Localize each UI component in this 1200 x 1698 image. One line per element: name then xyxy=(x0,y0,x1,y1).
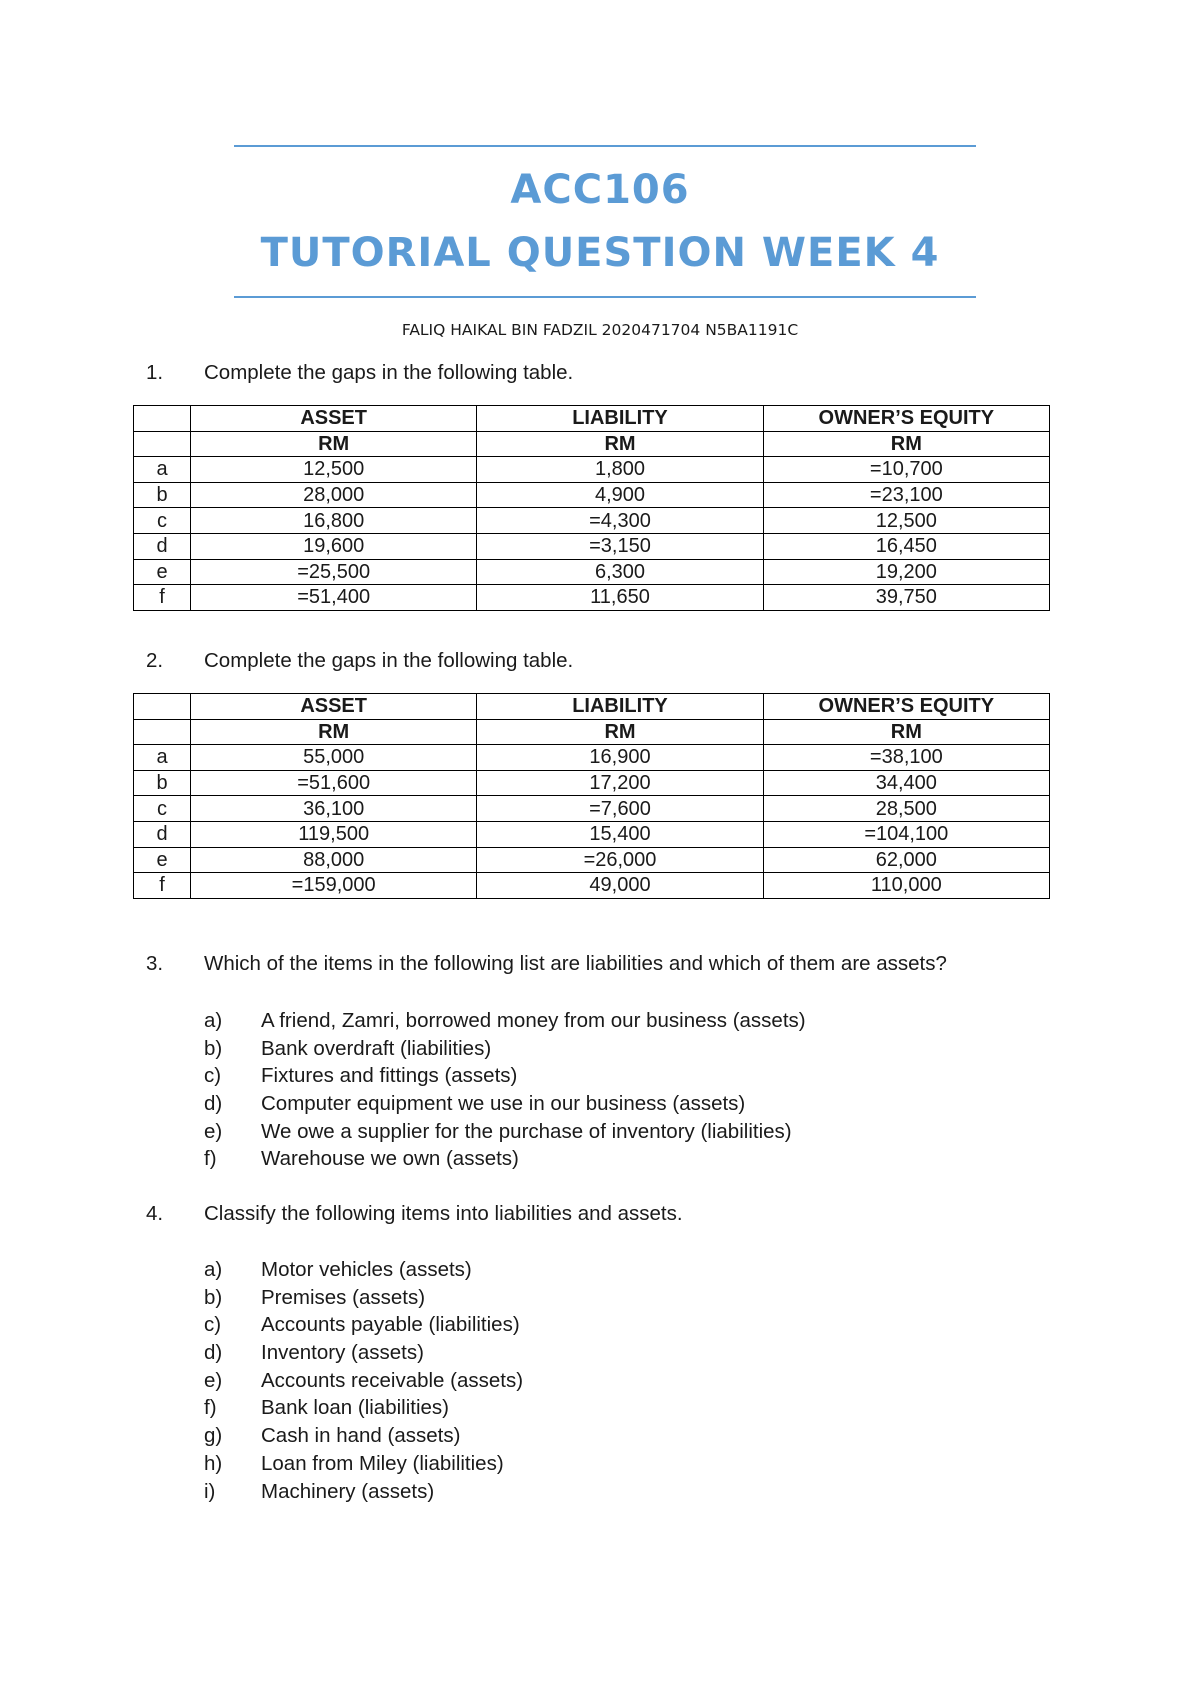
cell-asset: 119,500 xyxy=(191,821,477,847)
cell-asset: =25,500 xyxy=(191,559,477,585)
table-row xyxy=(134,873,1050,899)
cell-equity: 39,750 xyxy=(763,585,1049,611)
cell-equity: 110,000 xyxy=(763,873,1049,899)
table-row xyxy=(134,585,1050,611)
header-liability: LIABILITY xyxy=(477,694,763,720)
cell-asset: 16,800 xyxy=(191,508,477,534)
item-text: Machinery (assets) xyxy=(261,1479,435,1503)
question-number: 2. xyxy=(146,649,164,672)
header-asset: ASSET xyxy=(191,694,477,720)
table-row xyxy=(134,745,1050,771)
table-row xyxy=(134,821,1050,847)
cell-asset: 36,100 xyxy=(191,796,477,822)
unit-cell: RM xyxy=(191,431,477,457)
item-text: We owe a supplier for the purchase of inventory (liabilities) xyxy=(261,1119,792,1143)
item-label: f) xyxy=(204,1396,217,1420)
question-text: Classify the following items into liabilities and assets. xyxy=(204,1202,683,1225)
table-header-row xyxy=(134,694,1050,720)
question-number: 3. xyxy=(146,952,164,975)
item-label: e) xyxy=(204,1368,223,1392)
table-q1 xyxy=(133,405,1050,611)
row-label: c xyxy=(134,508,191,534)
table-row xyxy=(134,482,1050,508)
question-text: Complete the gaps in the following table. xyxy=(204,649,574,672)
item-label: e) xyxy=(204,1119,223,1143)
cell-equity: 62,000 xyxy=(763,847,1049,873)
cell-liability: 15,400 xyxy=(477,821,763,847)
table-row xyxy=(134,796,1050,822)
row-label: b xyxy=(134,482,191,508)
cell-equity: 34,400 xyxy=(763,770,1049,796)
row-label: f xyxy=(134,873,191,899)
top-rule xyxy=(234,145,976,147)
cell-equity: =10,700 xyxy=(763,457,1049,483)
item-label: a) xyxy=(204,1009,223,1032)
cell-equity: =38,100 xyxy=(763,745,1049,771)
cell-asset: =159,000 xyxy=(191,873,477,899)
row-label: d xyxy=(134,821,191,847)
cell-equity: =104,100 xyxy=(763,821,1049,847)
item-label: d) xyxy=(204,1092,223,1116)
item-label: d) xyxy=(204,1341,223,1365)
unit-cell: RM xyxy=(191,719,477,745)
cell-equity: 12,500 xyxy=(763,508,1049,534)
item-text: Warehouse we own (assets) xyxy=(261,1147,519,1171)
item-text: Computer equipment we use in our business (assets) xyxy=(261,1092,746,1116)
row-label: b xyxy=(134,770,191,796)
page-title: TUTORIAL QUESTION WEEK 4 xyxy=(260,230,940,276)
table-row xyxy=(134,770,1050,796)
item-text: Premises (assets) xyxy=(261,1285,426,1309)
row-label: f xyxy=(134,585,191,611)
item-text: Loan from Miley (liabilities) xyxy=(261,1451,504,1475)
unit-cell: RM xyxy=(763,431,1049,457)
item-text: Inventory (assets) xyxy=(261,1341,424,1365)
cell-liability: 17,200 xyxy=(477,770,763,796)
item-label: f) xyxy=(204,1147,217,1171)
table-unit-row xyxy=(134,719,1050,745)
table-unit-row xyxy=(134,431,1050,457)
corner-cell xyxy=(134,719,191,745)
item-label: h) xyxy=(204,1451,223,1475)
item-text: Motor vehicles (assets) xyxy=(261,1258,472,1281)
item-text: Cash in hand (assets) xyxy=(261,1424,461,1448)
question-number: 4. xyxy=(146,1202,164,1225)
author-line: FALIQ HAIKAL BIN FADZIL 2020471704 N5BA1191C xyxy=(401,321,799,339)
question-number: 1. xyxy=(146,361,164,384)
header-liability: LIABILITY xyxy=(477,406,763,432)
item-label: i) xyxy=(204,1479,216,1503)
row-label: c xyxy=(134,796,191,822)
cell-asset: =51,400 xyxy=(191,585,477,611)
unit-cell: RM xyxy=(477,719,763,745)
cell-liability: 11,650 xyxy=(477,585,763,611)
item-label: g) xyxy=(204,1424,223,1448)
unit-cell: RM xyxy=(763,719,1049,745)
table-q2 xyxy=(133,693,1050,899)
row-label: a xyxy=(134,745,191,771)
cell-liability: =3,150 xyxy=(477,533,763,559)
cell-equity: 16,450 xyxy=(763,533,1049,559)
cell-equity: 19,200 xyxy=(763,559,1049,585)
cell-liability: =7,600 xyxy=(477,796,763,822)
item-label: b) xyxy=(204,1285,223,1309)
cell-liability: 49,000 xyxy=(477,873,763,899)
item-text: Fixtures and fittings (assets) xyxy=(261,1064,518,1088)
header-asset: ASSET xyxy=(191,406,477,432)
question-text: Which of the items in the following list are liabilities and which of them are assets? xyxy=(204,952,947,975)
bottom-rule xyxy=(234,296,976,298)
unit-cell: RM xyxy=(477,431,763,457)
cell-asset: 19,600 xyxy=(191,533,477,559)
cell-asset: 28,000 xyxy=(191,482,477,508)
cell-asset: =51,600 xyxy=(191,770,477,796)
question-text: Complete the gaps in the following table. xyxy=(204,361,574,384)
course-code: ACC106 xyxy=(510,167,690,213)
row-label: d xyxy=(134,533,191,559)
table-row xyxy=(134,533,1050,559)
item-text: Bank overdraft (liabilities) xyxy=(261,1036,492,1060)
row-label: a xyxy=(134,457,191,483)
table-row xyxy=(134,508,1050,534)
item-label: a) xyxy=(204,1258,223,1281)
header-equity: OWNER’S EQUITY xyxy=(763,406,1049,432)
corner-cell xyxy=(134,406,191,432)
cell-liability: 16,900 xyxy=(477,745,763,771)
cell-liability: 6,300 xyxy=(477,559,763,585)
table-row xyxy=(134,457,1050,483)
cell-liability: 1,800 xyxy=(477,457,763,483)
cell-liability: 4,900 xyxy=(477,482,763,508)
header-equity: OWNER’S EQUITY xyxy=(763,694,1049,720)
cell-liability: =4,300 xyxy=(477,508,763,534)
cell-asset: 88,000 xyxy=(191,847,477,873)
cell-equity: =23,100 xyxy=(763,482,1049,508)
table-row xyxy=(134,559,1050,585)
cell-equity: 28,500 xyxy=(763,796,1049,822)
table-header-row xyxy=(134,406,1050,432)
table-row xyxy=(134,847,1050,873)
item-text: Accounts receivable (assets) xyxy=(261,1368,524,1392)
item-label: c) xyxy=(204,1064,222,1088)
row-label: e xyxy=(134,559,191,585)
cell-asset: 12,500 xyxy=(191,457,477,483)
cell-liability: =26,000 xyxy=(477,847,763,873)
corner-cell xyxy=(134,431,191,457)
cell-asset: 55,000 xyxy=(191,745,477,771)
item-text: Accounts payable (liabilities) xyxy=(261,1313,520,1337)
item-text: Bank loan (liabilities) xyxy=(261,1396,450,1420)
item-label: c) xyxy=(204,1313,222,1337)
corner-cell xyxy=(134,694,191,720)
item-label: b) xyxy=(204,1036,223,1060)
item-text: A friend, Zamri, borrowed money from our business (assets) xyxy=(261,1009,806,1032)
row-label: e xyxy=(134,847,191,873)
